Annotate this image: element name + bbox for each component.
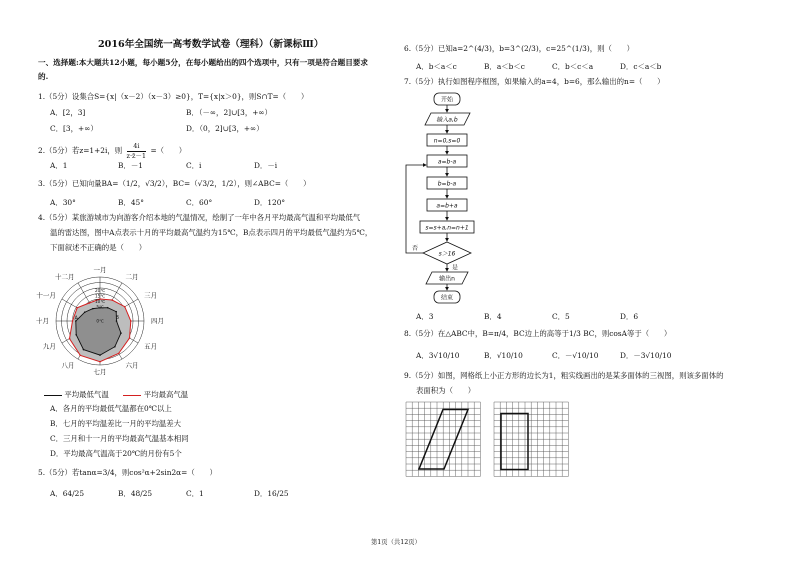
q6-option-b[interactable]: B．a＜b＜c [484, 62, 525, 71]
radar-month-label: 四月 [151, 317, 164, 326]
radar-ring-label: 20℃ [94, 287, 106, 293]
flow-output-text: 输出n [439, 275, 455, 283]
flow-end-text: 结束 [440, 294, 454, 302]
radar-month-label: 十二月 [55, 273, 75, 282]
radar-high-point [99, 361, 101, 363]
q7-option-b[interactable]: B．4 [484, 312, 502, 321]
q5-option-d[interactable]: D．16/25 [254, 489, 289, 498]
q8-option-d[interactable]: D．－3√10/10 [620, 351, 672, 360]
radar-month-label: 十月 [36, 317, 49, 326]
q4-option-d[interactable]: D．平均最高气温高于20℃的月份有5个 [50, 449, 182, 458]
q4-line2: 温的雷达图，图中A点表示十月的平均最高气温约为15℃，B点表示四月的平均最低气温约为5℃， [50, 228, 373, 237]
radar-low-point [92, 308, 94, 310]
legend-high-line [123, 395, 141, 396]
q7-option-c[interactable]: C．5 [552, 312, 570, 321]
radar-ring-label: 5℃ [96, 304, 104, 310]
radar-high-point [130, 320, 132, 322]
radar-month-label: 二月 [125, 273, 139, 282]
q6-stem: 6.（5分）已知a=2^(4/3)，b=3^(2/3)，c=25^(1/3)，则（ ） [404, 44, 635, 53]
side-view-shape [501, 414, 528, 470]
q9-line2: 表面积为（ ） [416, 386, 476, 395]
page-title: 2016年全国统一高考数学试卷（理科）（新课标Ⅲ） [98, 39, 324, 50]
radar-low-point [107, 307, 109, 309]
q2-stem-b: =（ ） [150, 146, 187, 155]
radar-zero-label: 0℃ [96, 318, 104, 324]
page-footer: 第1页（共12页） [371, 539, 421, 546]
flow-input-text: 输入a,b [436, 116, 458, 124]
q4-option-b[interactable]: B．七月的平均温差比一月的平均温差大 [50, 419, 182, 428]
q3-stem: 3.（5分）已知向量BA=（1/2，√3/2），BC=（√3/2，1/2），则∠ABC=（ ） [38, 179, 311, 188]
q2-stem [38, 143, 186, 159]
radar-high-point [79, 354, 81, 356]
q2-stem-a: 2.（5分）若z=1+2i，则 [38, 146, 123, 155]
radar-low-point [114, 346, 116, 348]
radar-high-point [72, 320, 74, 322]
radar-low-point [120, 332, 122, 334]
radar-low-point [99, 354, 101, 356]
q3-option-c[interactable]: C．60° [186, 198, 213, 207]
radar-high-point [124, 306, 126, 308]
q1-stem: 1.（5分）设集合S={x|（x－2）（x－3）≥0}，T={x|x＞0}，则S∩T=（ ） [38, 92, 309, 101]
q8-option-c[interactable]: C．－√10/10 [552, 351, 599, 360]
radar-month-label: 一月 [93, 266, 107, 275]
radar-point-b-label: B [115, 315, 119, 321]
radar-month-label: 八月 [61, 361, 75, 370]
three-view-grids [404, 398, 582, 478]
q5-stem: 5.（5分）若tanα=3/4，则cos²α+2sin2α=（ ） [38, 468, 217, 477]
q2-fraction [127, 143, 147, 159]
flow-step4-text: s=s+a,n=n+1 [425, 224, 469, 232]
q2-option-c[interactable]: C．i [186, 161, 202, 170]
q1-option-d[interactable]: D．（0，2]∪[3，+∞） [186, 124, 264, 133]
q7-option-d[interactable]: D．6 [620, 312, 639, 321]
q2-option-b[interactable]: B．－1 [118, 161, 143, 170]
radar-high-point [69, 338, 71, 340]
radar-high-point [76, 307, 78, 309]
q3-option-b[interactable]: B．45° [118, 198, 144, 207]
flow-yes-label: 是 [451, 264, 459, 272]
radar-ring-label: 15℃ [94, 293, 106, 299]
q2-option-d[interactable]: D．－i [254, 161, 278, 170]
q6-option-c[interactable]: C．b＜c＜a [552, 62, 594, 71]
radar-point-a-label: A [74, 315, 78, 322]
q3-option-a[interactable]: A．30° [50, 198, 76, 207]
radar-month-label: 七月 [93, 368, 107, 377]
q7-stem: 7.（5分）执行如图程序框图，如果输入的a=4，b=6，那么输出的n=（ ） [404, 77, 665, 86]
flow-step3-text: a=b+a [436, 202, 458, 210]
flow-no-label: 否 [411, 245, 419, 252]
q2-fraction-denominator: z·z̄－1 [126, 151, 147, 160]
q4-line3: 下面叙述不正确的是（ ） [50, 243, 147, 252]
q2-fraction-numerator: 4i [127, 143, 147, 152]
q4-option-a[interactable]: A．各月的平均最低气温都在0℃以上 [50, 404, 172, 413]
q6-option-d[interactable]: D．c＜a＜b [620, 62, 662, 71]
radar-legend [44, 391, 188, 398]
radar-high-point [89, 302, 91, 304]
flow-step1-text: a=b-a [437, 158, 457, 166]
flow-step2-text: b=b-a [437, 180, 457, 188]
legend-low-label: 平均最低气温 [64, 390, 109, 399]
q5-option-b[interactable]: B．48/25 [118, 489, 153, 498]
flow-start-text: 开始 [440, 96, 454, 104]
radar-low-point [84, 311, 86, 313]
radar-high-point [111, 299, 113, 301]
q4-option-c[interactable]: C．三月和十一月的平均最高气温基本相同 [50, 434, 189, 443]
flow-loop-line [406, 165, 426, 253]
q6-option-a[interactable]: A．b＜a＜c [416, 62, 457, 71]
q2-option-a[interactable]: A．1 [50, 161, 68, 170]
q3-option-d[interactable]: D．120° [254, 198, 286, 207]
radar-chart [30, 256, 180, 386]
q7-option-a[interactable]: A．3 [416, 312, 434, 321]
q4-line1: 4.（5分）某旅游城市为向游客介绍本地的气温情况，绘制了一年中各月平均最高气温和平均最低气 [38, 213, 361, 222]
q9-line1: 9.（5分）如图，网格纸上小正方形的边长为1，粗实线画出的是某多面体的三视图，则该多面体的 [404, 371, 724, 380]
radar-low-point [83, 349, 85, 351]
q8-stem: 8.（5分）在△ABC中，B=π/4，BC边上的高等于1/3 BC，则cosA等于（ ） [404, 329, 672, 338]
q5-option-a[interactable]: A．64/25 [50, 489, 85, 498]
radar-ring-label: 10℃ [94, 298, 106, 304]
q1-option-b[interactable]: B．（－∞，2]∪[3，+∞） [186, 108, 272, 117]
radar-high-point [118, 353, 120, 355]
radar-low-point [75, 334, 77, 336]
radar-month-label: 三月 [144, 291, 158, 300]
radar-high-point [129, 337, 131, 339]
section-heading-cont: 的. [38, 72, 49, 81]
flowchart [398, 89, 498, 305]
legend-high-label: 平均最高气温 [143, 390, 189, 399]
q5-option-c[interactable]: C．1 [186, 489, 204, 498]
q8-option-b[interactable]: B．√10/10 [484, 351, 523, 360]
flow-init-text: n=0,s=0 [433, 137, 461, 145]
radar-month-label: 九月 [42, 342, 56, 351]
q1-option-c[interactable]: C．[3，+∞） [50, 124, 98, 133]
section-heading: 一、选择题:本大题共12小题，每小题5分，在每小题给出的四个选项中，只有一项是符合题目要求 [38, 58, 368, 67]
flow-condition-text: s＞16 [438, 250, 456, 258]
q1-option-a[interactable]: A．[2，3] [50, 108, 86, 117]
radar-month-label: 六月 [125, 361, 139, 370]
radar-month-label: 十一月 [36, 291, 56, 300]
radar-low-point [115, 311, 117, 313]
legend-low-line [44, 395, 62, 396]
q8-option-a[interactable]: A．3√10/10 [416, 351, 460, 360]
radar-month-label: 五月 [144, 342, 158, 351]
grid-front-view [406, 402, 480, 476]
